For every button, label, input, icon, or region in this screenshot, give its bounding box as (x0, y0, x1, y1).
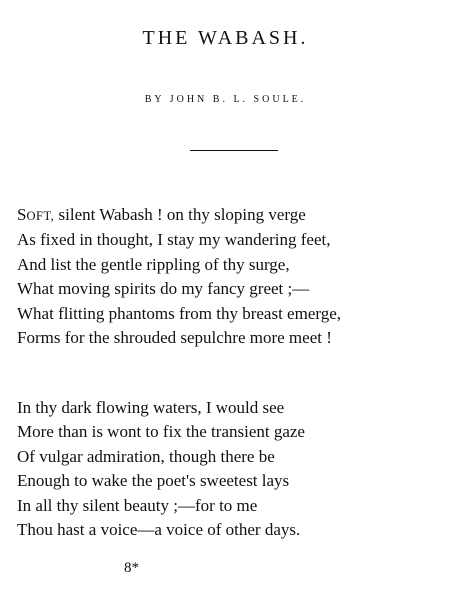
stanza-2-line-2: More than is wont to fix the transient gaze (17, 422, 305, 442)
title-divider (190, 150, 278, 151)
first-line-rest: silent Wabash ! on thy sloping verge (54, 205, 306, 224)
stanza-2-line-4: Enough to wake the poet's sweetest lays (17, 471, 290, 491)
stanza-1-line-4: What moving spirits do my fancy greet ;— (17, 279, 310, 299)
stanza-2-line-1: In thy dark flowing waters, I would see (17, 398, 285, 417)
stanza-2 (17, 396, 447, 542)
drop-word-initial: S (17, 205, 27, 224)
signature-mark: 8* (124, 560, 139, 576)
stanza-1-line-6: Forms for the shrouded sepulchre more meet ! (17, 328, 332, 348)
stanza-1-line-1 (17, 203, 447, 228)
poem-title: THE WABASH. (142, 27, 309, 49)
stanza-2-line-6: Thou hast a voice—a voice of other days. (17, 520, 301, 540)
stanza-2-line-5: In all thy silent beauty ;—for to me (17, 495, 258, 515)
stanza-1-line-5: What flitting phantoms from thy breast emerge, (17, 303, 342, 323)
drop-word-small-caps: OFT, (26, 209, 55, 223)
stanza-2-line-3: Of vulgar admiration, though there be (17, 446, 275, 466)
stanza-1-line-3: And list the gentle rippling of thy surge, (17, 254, 290, 274)
poem-byline: BY JOHN B. L. SOULE. (144, 94, 307, 105)
stanza-1-line-2: As fixed in thought, I stay my wandering feet, (17, 230, 331, 250)
stanza-1 (17, 203, 447, 350)
